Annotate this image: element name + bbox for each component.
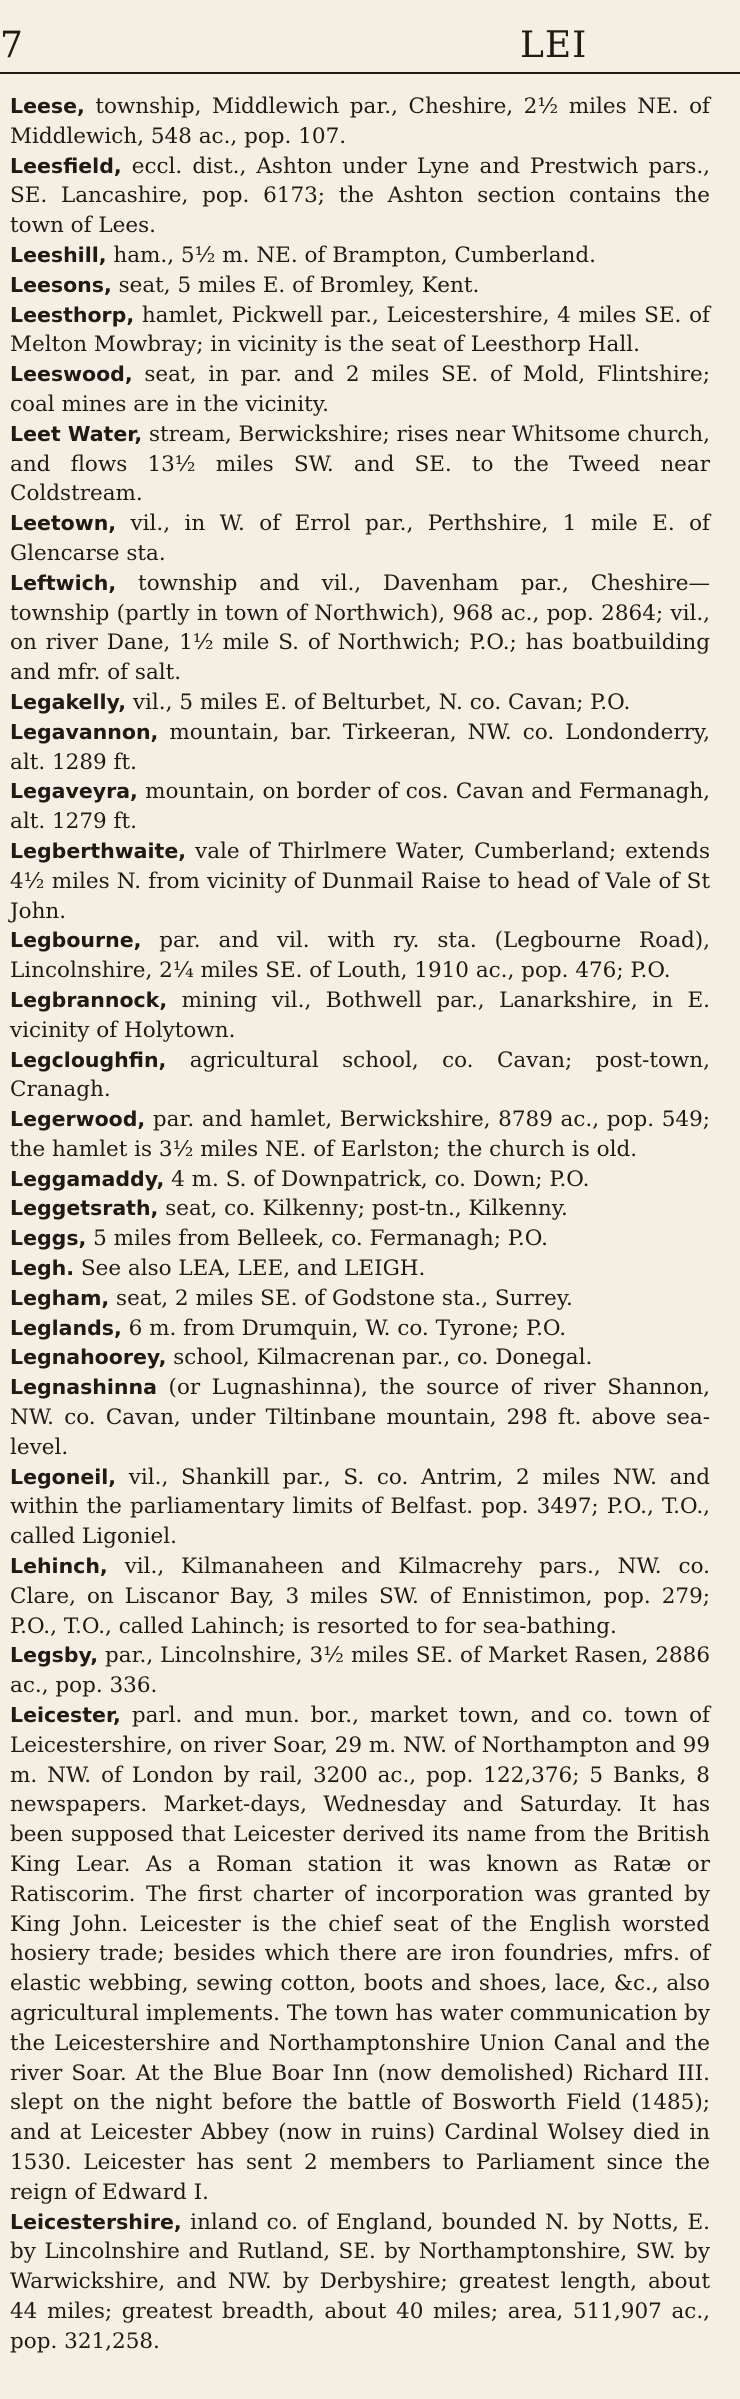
headword: Legakelly, (10, 689, 127, 714)
entry-leesfield (10, 152, 710, 241)
entry-legerwood (10, 1105, 710, 1165)
headword: Legbourne, (10, 928, 142, 953)
entry-leesthorp (10, 301, 710, 361)
headword: Legoneil, (10, 1464, 117, 1489)
entry-text: ham., 5½ m. NE. of Brampton, Cumberland. (106, 242, 596, 268)
headword: Legerwood, (10, 1107, 146, 1132)
entry-leftwich (10, 569, 710, 688)
entry-text: parl. and mun. bor., market town, and co. town of Leicestershire, on river Soar, 29 m. NW. of Northampton and 99 m. NW. of London by rail, 3200 ac., pop. 122,376; 5 Banks, 8 newspapers. Market-days, Wednesday and Saturday. It has been supposed that Leicester derived its name from the British King Lear. As a Roman station it was known as Ratæ or Ratiscorim. The first charter of incorporation was granted by King John. Leicester is the chief seat of the English worsted hosiery trade; besides which there are iron foundries, mfrs. of elastic webbing, sewing cotton, boots and shoes, lace, &c., also agricultural implements. The town has water communication by the Leicestershire and Northamptonshire Union Canal and the river Soar. At the Blue Boar Inn (now demolished) Richard III. slept on the night before the battle of Bosworth Field (1485); and at Leicester Abbey (now in ruins) Cardinal Wolsey died in 1530. Leicester has sent 2 members to Parliament since the reign of Edward I. (10, 1703, 710, 2205)
entry-text: See also LEA, LEE, and LEIGH. (74, 1256, 426, 1282)
headword: Leeswood, (10, 362, 133, 387)
entry-text: township and vil., Davenham par., Cheshire—township (partly in town of Northwich), 968 ac., pop. 2864; vil., on river Dane, 1½ mile S. of Northwich; P.O.; has boatbuilding and mfr. of salt. (10, 570, 710, 686)
entry-text: par. and vil. with ry. sta. (Legbourne Road), Lincolnshire, 2¼ miles SE. of Louth, 1910 ac., pop. 476; P.O. (10, 928, 710, 984)
entry-text: seat, 2 miles SE. of Godstone sta., Surrey. (109, 1285, 573, 1311)
entry-text: seat, in par. and 2 miles SE. of Mold, Flintshire; coal mines are in the vicinity. (10, 362, 710, 417)
headword: Leese, (10, 94, 85, 118)
entry-legsby (10, 1641, 710, 1701)
entry-leggs (10, 1224, 710, 1254)
entry-text: 4 m. S. of Downpatrick, co. Down; P.O. (164, 1166, 590, 1192)
entry-text: vale of Thirlmere Water, Cumberland; extends 4½ miles N. from vicinity of Dunmail Raise to head of Vale of St John. (10, 838, 710, 924)
headword: Leesthorp, (10, 302, 135, 327)
entry-legavannon (10, 718, 710, 778)
entry-legh (10, 1254, 710, 1284)
headword: Leggs, (10, 1226, 87, 1251)
entry-legakelly (10, 688, 710, 718)
headword: Legsby, (10, 1643, 99, 1668)
running-head: LEI (520, 25, 588, 66)
headword: Legavannon, (10, 719, 159, 744)
entry-leicestershire (10, 2208, 710, 2357)
headword: Legberthwaite, (10, 838, 187, 863)
entry-legnashinna (10, 1373, 710, 1462)
headword: Leftwich, (10, 570, 117, 595)
headword: Legham, (10, 1285, 110, 1310)
headword: Leicester, (10, 1703, 121, 1728)
headword: Leetown, (10, 511, 117, 536)
entry-list (10, 92, 710, 2357)
entry-text: school, Kilmacrenan par., co. Donegal. (166, 1345, 593, 1371)
headword: Leesons, (10, 272, 112, 297)
entry-legbrannock (10, 986, 710, 1046)
headword: Leeshill, (10, 242, 107, 267)
headword: Leggetsrath, (10, 1196, 159, 1221)
headword: Legh. (10, 1256, 75, 1281)
entry-text: mining vil., Bothwell par., Lanarkshire, in E. vicinity of Holytown. (10, 987, 710, 1043)
entry-leetown (10, 509, 710, 569)
entry-text: township, Middlewich par., Cheshire, 2½ miles NE. of Middlewich, 548 ac., pop. 107. (10, 94, 710, 149)
entry-text: 5 miles from Belleek, co. Fermanagh; P.O. (86, 1226, 548, 1252)
entry-legnahoorey (10, 1343, 710, 1373)
entry-text: mountain, on border of cos. Cavan and Fermanagh, alt. 1279 ft. (10, 779, 710, 835)
entry-text: eccl. dist., Ashton under Lyne and Prestwich pars., SE. Lancashire, pop. 6173; the Ashton section contains the town of Lees. (10, 153, 710, 239)
header-rule (0, 72, 740, 74)
entry-text: par. and hamlet, Berwickshire, 8789 ac., pop. 549; the hamlet is 3½ miles NE. of Earlston; the church is old. (10, 1107, 710, 1162)
entry-text: par., Lincolnshire, 3½ miles SE. of Market Rasen, 2886 ac., pop. 336. (10, 1643, 710, 1699)
page-header (0, 20, 740, 64)
headword: Leicestershire, (10, 2209, 182, 2234)
entry-leeshill (10, 241, 710, 271)
entry-leet-water (10, 420, 710, 509)
entry-text: seat, 5 miles E. of Bromley, Kent. (111, 272, 480, 298)
headword: Legcloughfin, (10, 1047, 167, 1072)
entry-leggetsrath (10, 1194, 710, 1224)
entry-leggamaddy (10, 1165, 710, 1195)
entry-text: vil., Kilmanaheen and Kilmacrehy pars., NW. co. Clare, on Liscanor Bay, 3 miles SW. of Ennistimon, pop. 279; P.O., T.O., called Lahinch; is resorted to for sea-bathing. (10, 1554, 710, 1639)
entry-leeswood (10, 360, 710, 420)
headword: Leggamaddy, (10, 1166, 165, 1191)
entry-legcloughfin (10, 1046, 710, 1106)
entry-leese (10, 92, 710, 152)
page-number: 7 (0, 25, 23, 66)
entry-leglands (10, 1314, 710, 1344)
entry-legbourne (10, 926, 710, 986)
entry-text: vil., 5 miles E. of Belturbet, N. co. Cavan; P.O. (126, 689, 631, 715)
headword: Legnahoorey, (10, 1345, 167, 1370)
entry-text: hamlet, Pickwell par., Leicestershire, 4 miles SE. of Melton Mowbray; in vicinity is the seat of Leesthorp Hall. (10, 302, 710, 358)
entry-leesons (10, 271, 710, 301)
entry-lehinch (10, 1552, 710, 1641)
entry-legham (10, 1284, 710, 1314)
entry-legaveyra (10, 777, 710, 837)
entry-legberthwaite (10, 837, 710, 926)
entry-text: vil., Shankill par., S. co. Antrim, 2 miles NW. and within the parliamentary limits of Belfast. pop. 3497; P.O., T.O., called Ligoniel. (10, 1464, 710, 1550)
entry-text: 6 m. from Drumquin, W. co. Tyrone; P.O. (121, 1315, 567, 1341)
headword: Legaveyra, (10, 779, 138, 804)
entry-text: agricultural school, co. Cavan; post-town, Cranagh. (10, 1047, 710, 1103)
entry-text: vil., in W. of Errol par., Perthshire, 1 mile E. of Glencarse sta. (10, 511, 710, 566)
entry-text: seat, co. Kilkenny; post-tn., Kilkenny. (158, 1196, 568, 1222)
headword: Leet Water, (10, 421, 143, 446)
entry-text: (or Lugnashinna), the source of river Shannon, NW. co. Cavan, under Tiltinbane mountain, 298 ft. above sea-level. (10, 1375, 710, 1460)
entry-legoneil (10, 1463, 710, 1552)
headword: Leesfield, (10, 153, 122, 178)
headword: Legnashinna (10, 1375, 157, 1400)
headword: Legbrannock, (10, 987, 168, 1012)
entry-text: mountain, bar. Tirkeeran, NW. co. Londonderry, alt. 1289 ft. (10, 719, 710, 775)
entry-text: stream, Berwickshire; rises near Whitsome church, and flows 13½ miles SW. and SE. to the Tweed near Coldstream. (10, 421, 710, 507)
entry-text: inland co. of England, bounded N. by Notts, E. by Lincolnshire and Rutland, SE. by Northamptonshire, SW. by Warwickshire, and NW. by Derbyshire; greatest length, about 44 miles; greatest breadth, about 40 miles; area, 511,907 ac., pop. 321,258. (10, 2209, 710, 2354)
entry-leicester (10, 1701, 710, 2208)
headword: Lehinch, (10, 1554, 108, 1579)
headword: Leglands, (10, 1315, 122, 1340)
